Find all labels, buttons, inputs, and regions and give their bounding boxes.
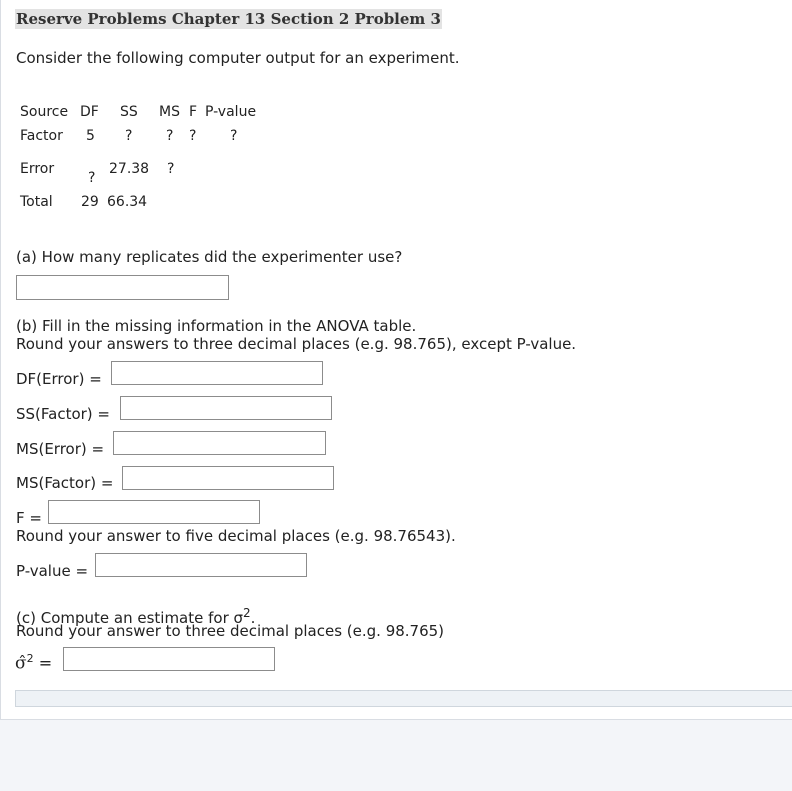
part-c-question-text: (c) Compute an estimate for σ [16, 609, 244, 627]
factor-pvalue: ? [230, 128, 238, 144]
header-source: Source [20, 104, 69, 120]
factor-ms: ? [166, 128, 174, 144]
factor-ss: ? [125, 128, 133, 144]
sigma-hat-symbol: σ̂ [15, 653, 27, 674]
f-label: F = [16, 509, 42, 527]
df-error-input[interactable] [111, 361, 323, 385]
part-c-rounding: Round your answer to three decimal places (e.g. 98.765) [16, 622, 445, 640]
ms-factor-input[interactable] [122, 466, 334, 490]
error-source: Error [20, 161, 55, 177]
df-error-label: DF(Error) = [16, 370, 102, 388]
header-pvalue: P-value [205, 104, 257, 120]
ss-factor-label: SS(Factor) = [16, 405, 110, 423]
total-ss: 66.34 [107, 194, 148, 210]
sigma-hat-sup: 2 [26, 652, 34, 665]
page-title: Reserve Problems Chapter 13 Section 2 Problem 3 [16, 10, 441, 28]
error-df: ? [88, 170, 96, 186]
part-c-question-sup: 2 [243, 606, 251, 620]
ss-factor-input[interactable] [120, 396, 332, 420]
header-df: DF [80, 104, 99, 120]
replicates-input[interactable] [16, 275, 229, 300]
intro-text: Consider the following computer output for an experiment. [16, 49, 460, 67]
header-ms: MS [159, 104, 180, 120]
part-b-rounding: Round your answers to three decimal places (e.g. 98.765), except P-value. [16, 335, 577, 353]
part-a-question: (a) How many replicates did the experimenter use? [16, 248, 403, 266]
pvalue-label: P-value = [16, 562, 89, 580]
sigma-hat-equals: = [38, 653, 53, 673]
ms-factor-label: MS(Factor) = [16, 474, 114, 492]
sigma-squared-input[interactable] [63, 647, 275, 671]
header-ss: SS [120, 104, 138, 120]
error-ss: 27.38 [109, 161, 150, 177]
ms-error-label: MS(Error) = [16, 440, 105, 458]
factor-source: Factor [20, 128, 63, 144]
bottom-bar [15, 690, 792, 707]
header-f: F [189, 104, 198, 120]
ms-error-input[interactable] [113, 431, 326, 455]
part-c-question-end: . [250, 609, 256, 627]
f-input[interactable] [48, 500, 260, 524]
f-rounding: Round your answer to five decimal places (e.g. 98.76543). [16, 527, 456, 545]
factor-df: 5 [86, 128, 95, 144]
total-df: 29 [81, 194, 99, 210]
part-b-instruction: (b) Fill in the missing information in the ANOVA table. [16, 317, 417, 335]
sigma-hat-label [15, 648, 52, 674]
pvalue-input[interactable] [95, 553, 307, 577]
total-source: Total [20, 194, 53, 210]
error-ms: ? [167, 161, 175, 177]
factor-f: ? [189, 128, 197, 144]
